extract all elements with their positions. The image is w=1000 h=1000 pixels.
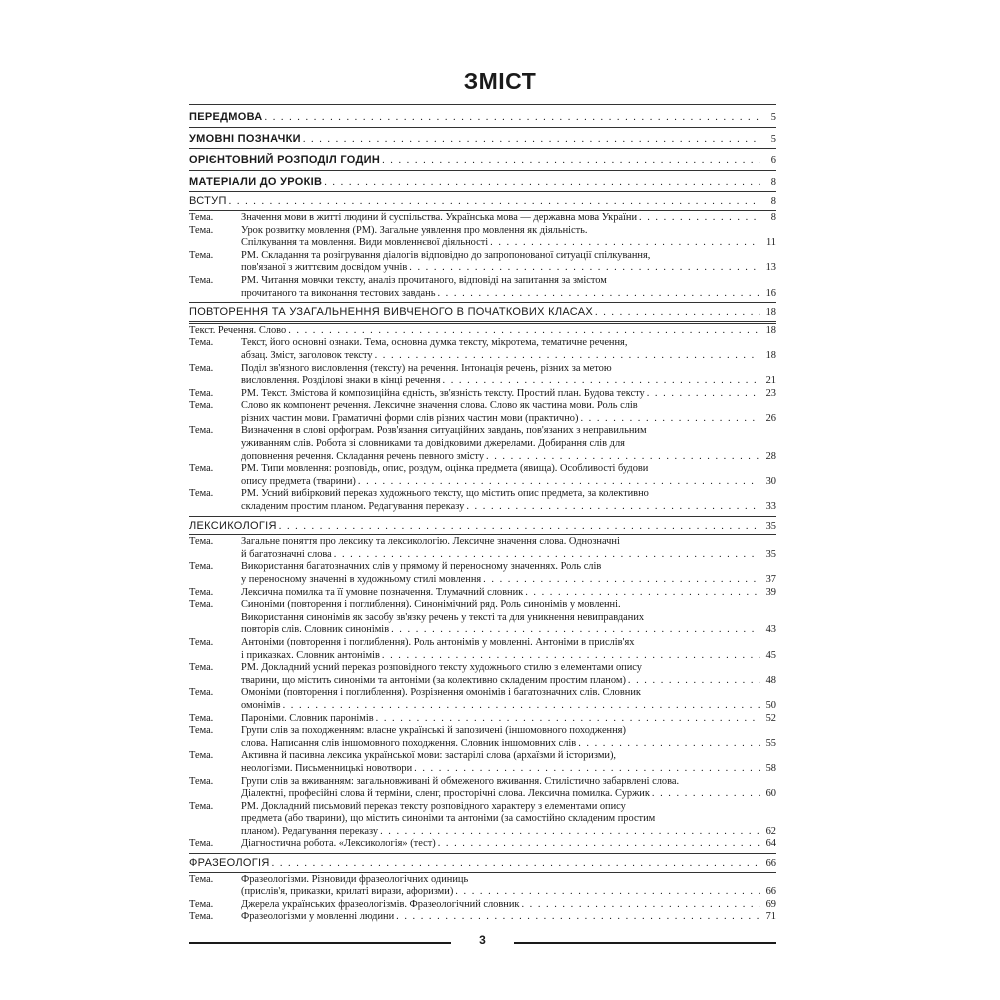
toc-line (189, 687, 776, 700)
toc-topic (189, 874, 776, 899)
toc-section (189, 170, 776, 190)
page-ref: 8 (770, 176, 776, 188)
topic-label: Тема. (189, 775, 214, 787)
toc-line (189, 212, 776, 225)
toc-topic (189, 750, 776, 775)
dot-leader (396, 911, 760, 924)
page-ref: 43 (765, 624, 776, 636)
page-ref: 35 (765, 520, 776, 532)
entry-text: опису предмета (тварини) (241, 475, 356, 487)
dot-leader (391, 624, 760, 637)
entry-text: МАТЕРІАЛИ ДО УРОКІВ (189, 175, 323, 188)
section-underline (189, 872, 776, 873)
entry-text: Активна й пасивна лексика української мови: застарілі слова (архаїзми й історизми), (241, 750, 617, 762)
toc-topic (189, 587, 776, 600)
toc-line (189, 561, 776, 574)
topic-label: Тема. (189, 586, 214, 598)
toc-line (189, 306, 776, 320)
dot-leader (303, 134, 760, 147)
entry-text: неологізми. Письменницькі новотвори (241, 762, 413, 774)
toc-line (189, 425, 776, 438)
toc-line (189, 624, 776, 637)
toc-line (189, 637, 776, 650)
entry-text: Використання синонімів як засобу зв'язку речень у тексті та для уникнення невиправданих (241, 611, 645, 623)
entry-text: ЛЕКСИКОЛОГІЯ (189, 519, 277, 532)
toc-topic (189, 713, 776, 726)
dot-leader (380, 826, 760, 839)
toc-line (189, 388, 776, 401)
page-ref: 69 (765, 898, 776, 910)
entry-text: Поділ зв'язного висловлення (тексту) на речення. Інтонація речень, різних за метою (241, 362, 612, 374)
dot-leader (455, 886, 760, 899)
dot-leader (466, 501, 760, 514)
topic-label: Тема. (189, 211, 214, 223)
topic-label: Тема. (189, 898, 214, 910)
topic-label: Тема. (189, 636, 214, 648)
dot-leader (334, 549, 760, 562)
section-underline (189, 534, 776, 535)
toc-topic (189, 488, 776, 513)
topic-label: Тема. (189, 662, 214, 674)
topic-label: Тема. (189, 463, 214, 475)
page-ref: 60 (765, 788, 776, 800)
toc-line (189, 451, 776, 464)
toc-topic (189, 400, 776, 425)
page-ref: 71 (765, 911, 776, 923)
toc-topic (189, 687, 776, 712)
toc-line (189, 520, 776, 534)
toc-topic (189, 536, 776, 561)
toc-line (189, 501, 776, 514)
page-ref: 35 (765, 548, 776, 560)
page-ref: 39 (765, 586, 776, 598)
topic-label: Тема. (189, 425, 214, 437)
page-ref: 58 (765, 762, 776, 774)
dot-leader (438, 838, 760, 851)
entry-text: УМОВНІ ПОЗНАЧКИ (189, 132, 301, 145)
entry-text: ОРІЄНТОВНИЙ РОЗПОДІЛ ГОДИН (189, 154, 381, 167)
toc-section (189, 191, 776, 209)
page-ref: 28 (765, 450, 776, 462)
toc-line (189, 826, 776, 839)
dot-leader (414, 763, 760, 776)
toc-line (189, 700, 776, 713)
topic-label: Тема. (189, 400, 214, 412)
toc-line (189, 857, 776, 871)
entry-text: Слово як компонент речення. Лексичне значення слова. Слово як частина мови. Роль слів (241, 400, 638, 412)
topic-label: Тема. (189, 337, 214, 349)
toc-line (189, 154, 776, 168)
entry-text: ПЕРЕДМОВА (189, 111, 263, 123)
toc-line (189, 488, 776, 501)
dot-leader (443, 375, 760, 388)
dot-leader (288, 325, 760, 338)
entry-text: пов'язаної з життєвим досвідом учнів (241, 262, 408, 274)
entry-text: уживанням слів. Робота зі словниками та довідковими джерелами. Добирання слів для (241, 438, 625, 450)
entry-text: Лексична помилка та її умовне позначення. Тлумачний словник (241, 586, 524, 598)
entry-text: Використання багатозначних слів у прямому й переносному значеннях. Роль слів (241, 561, 602, 573)
topic-label: Тема. (189, 687, 214, 699)
dot-leader (376, 713, 760, 726)
entry-text: повторів слів. Словник синонімів (241, 624, 390, 636)
dot-leader (409, 262, 760, 275)
toc-topic (189, 212, 776, 225)
dot-leader (639, 212, 760, 225)
page-ref: 48 (765, 674, 776, 686)
page-ref: 13 (765, 262, 776, 274)
toc-section (189, 853, 776, 871)
dot-leader (437, 288, 760, 301)
toc-line (189, 874, 776, 887)
topic-label: Тема. (189, 249, 214, 261)
toc-line (189, 599, 776, 612)
dot-leader (580, 413, 760, 426)
entry-text: тварини, що містить синоніми та антоніми (за колективно складеним простим планом) (241, 674, 626, 686)
page-ref: 37 (765, 574, 776, 585)
toc-line (189, 463, 776, 476)
toc-line (189, 549, 776, 562)
page-ref: 16 (765, 287, 776, 299)
section-underline (189, 321, 776, 322)
page-ref: 21 (765, 375, 776, 387)
toc-topic (189, 801, 776, 839)
toc-topic (189, 388, 776, 401)
page-ref: 11 (765, 237, 776, 249)
dot-leader (486, 451, 760, 464)
entry-text: Групи слів за вживанням: загальновживані й обмеженого вживання. Стилістично забарвлені слова. (241, 775, 680, 787)
entry-text: Визначення в слові орфограм. Розв'язання ситуаційних завдань, пов'язаних з неправильним (241, 425, 647, 437)
toc-topic (189, 561, 776, 586)
entry-text: РМ. Докладний письмовий переказ тексту розповідного характеру з елементами опису (241, 800, 626, 812)
dot-leader (283, 700, 760, 713)
page-ref: 8 (770, 196, 776, 208)
topic-label: Тема. (189, 911, 214, 923)
toc-line (189, 662, 776, 675)
dot-leader (595, 307, 760, 320)
toc-line (189, 750, 776, 763)
toc-section (189, 516, 776, 534)
toc-topic (189, 250, 776, 275)
dot-leader (628, 675, 760, 688)
entry-text: прочитаного та виконання тестових завдань (241, 287, 436, 299)
dot-leader (521, 899, 760, 912)
toc-line (189, 350, 776, 363)
toc-line (189, 899, 776, 912)
entry-text: РМ. Текст. Змістова й композиційна єдність, зв'язність тексту. Простий план. Будова тексту (241, 387, 645, 399)
toc-topic (189, 637, 776, 662)
entry-text: (прислів'я, приказки, крилаті вирази, афоризми) (241, 886, 454, 898)
page-ref: 26 (765, 412, 776, 424)
toc-topic (189, 225, 776, 250)
page-title: ЗМІСТ (463, 68, 537, 94)
dot-leader (652, 788, 760, 801)
toc-line (189, 536, 776, 549)
toc-section (189, 302, 776, 320)
page-ref: 5 (770, 133, 776, 145)
toc-line (189, 438, 776, 451)
toc-topic (189, 911, 776, 924)
entry-text: Синоніми (повторення і поглиблення). Синонімічний ряд. Роль синонімів у мовленні. (241, 599, 621, 611)
page-ref: 18 (765, 324, 776, 336)
topic-label: Тема. (189, 561, 214, 573)
toc-topic (189, 425, 776, 463)
page-ref: 66 (765, 886, 776, 898)
toc-line (189, 288, 776, 301)
entry-text: висловлення. Розділові знаки в кінці речення (241, 375, 441, 387)
entry-text: Фразеологізми у мовленні людини (241, 911, 395, 923)
toc-line (189, 776, 776, 789)
toc-line (189, 725, 776, 738)
toc-topic (189, 776, 776, 801)
toc-line (189, 250, 776, 263)
topic-label: Тема. (189, 725, 214, 737)
entry-text: абзац. Зміст, заголовок тексту (241, 349, 373, 361)
toc-line (189, 886, 776, 899)
topic-label: Тема. (189, 274, 214, 286)
footer-rule-right (514, 942, 776, 944)
entry-text: Діагностична робота. «Лексикологія» (тест) (241, 838, 436, 850)
entry-text: Омоніми (повторення і поглиблення). Розрізнення омонімів і багатозначних слів. Словник (241, 687, 641, 699)
toc-line (189, 400, 776, 413)
page-ref: 55 (765, 737, 776, 749)
page-ref: 18 (765, 349, 776, 361)
page-ref: 64 (765, 838, 776, 850)
toc-section (189, 148, 776, 168)
dot-leader (382, 155, 760, 168)
page-ref: 8 (770, 211, 776, 223)
entry-text: Діалектні, професійні слова й терміни, сленг, просторічні слова. Лексична помилка. Суржик (241, 788, 650, 800)
entry-text: Загальне поняття про лексику та лексикологію. Лексичне значення слова. Однозначні (241, 536, 620, 548)
entry-text: Пароніми. Словник паронімів (241, 712, 374, 724)
dot-leader (272, 858, 760, 871)
page-ref: 50 (765, 699, 776, 711)
toc-line (189, 195, 776, 209)
toc-topic (189, 599, 776, 637)
toc-topic (189, 725, 776, 750)
entry-text: омонімів (241, 699, 281, 711)
toc-line (189, 738, 776, 751)
entry-text: ВСТУП (189, 195, 227, 208)
topic-label: Тема. (189, 599, 214, 611)
entry-text: РМ. Типи мовлення: розповідь, опис, роздум, оцінка предмета (явища). Особливості будови (241, 463, 649, 475)
entry-text: у переносному значенні в художньому стилі мовлення (241, 574, 482, 585)
toc-line (189, 476, 776, 489)
topic-label: Тема. (189, 488, 214, 500)
entry-text: Спілкування та мовлення. Види мовленнєвої діяльності (241, 237, 489, 249)
toc-line (189, 325, 776, 338)
toc-subsection (189, 323, 776, 338)
dot-leader (483, 574, 760, 587)
toc-topic (189, 337, 776, 362)
entry-text: складеним простим планом. Редагування переказу (241, 501, 465, 513)
toc-topic (189, 463, 776, 488)
toc-section (189, 104, 776, 125)
page-ref: 18 (765, 307, 776, 319)
topic-label: Тема. (189, 362, 214, 374)
toc-line (189, 262, 776, 275)
toc-line (189, 587, 776, 600)
page-ref: 66 (765, 858, 776, 870)
toc-topic (189, 899, 776, 912)
page-ref: 45 (765, 649, 776, 661)
entry-text: ПОВТОРЕННЯ ТА УЗАГАЛЬНЕННЯ ВИВЧЕНОГО В ПОЧАТКОВИХ КЛАСАХ (189, 306, 594, 319)
dot-leader (358, 476, 760, 489)
dot-leader (229, 196, 760, 209)
toc-line (189, 375, 776, 388)
toc-topic (189, 363, 776, 388)
topic-label: Тема. (189, 873, 214, 885)
toc-section (189, 127, 776, 147)
entry-text: Текст. Речення. Слово (189, 324, 287, 336)
toc-line (189, 788, 776, 801)
page-ref: 5 (770, 112, 776, 123)
toc-line (189, 337, 776, 350)
toc-line (189, 813, 776, 826)
entry-text: доповнення речення. Складання речень певного змісту (241, 450, 485, 462)
toc-line (189, 574, 776, 587)
entry-text: різних частин мови. Граматичні форми слів різних частин мови (практично) (241, 412, 579, 424)
entry-text: Текст, його основні ознаки. Тема, основна думка тексту, мікротема, тематичне речення, (241, 337, 628, 349)
page-ref: 23 (765, 387, 776, 399)
entry-text: РМ. Докладний усний переказ розповідного тексту художнього стилю з елементами опису (241, 662, 642, 674)
entry-text: Фразеологізми. Різновиди фразеологічних одиниць (241, 873, 469, 885)
page-ref: 52 (765, 712, 776, 724)
page-ref: 30 (765, 475, 776, 487)
entry-text: предмета (або тварини), що містить синоніми та антоніми (за самостійно складеним простим (241, 813, 656, 825)
page-number: 3 (479, 933, 486, 947)
entry-text: Групи слів за походженням: власне українські й запозичені (іншомовного походження) (241, 725, 626, 737)
entry-text: Значення мови в житті людини й суспільства. Українська мова — державна мова України (241, 211, 638, 223)
toc-line (189, 225, 776, 238)
toc-line (189, 275, 776, 288)
toc-line (189, 911, 776, 924)
table-of-contents (189, 104, 776, 924)
toc-line (189, 363, 776, 376)
toc-line (189, 176, 776, 190)
topic-label: Тема. (189, 536, 214, 548)
entry-text: РМ. Складання та розігрування діалогів відповідно до запропонованої ситуації спілкування, (241, 249, 651, 261)
entry-text: Антоніми (повторення і поглиблення). Роль антонімів у мовленні. Антоніми в прислів'ях (241, 636, 635, 648)
page-ref: 6 (770, 155, 776, 167)
toc-line (189, 675, 776, 688)
dot-leader (647, 388, 760, 401)
entry-text: й багатозначні слова (241, 548, 332, 560)
entry-text: і приказках. Словник антонімів (241, 649, 380, 661)
toc-line (189, 801, 776, 814)
entry-text: ФРАЗЕОЛОГІЯ (189, 857, 270, 870)
topic-label: Тема. (189, 712, 214, 724)
toc-line (189, 612, 776, 625)
page-footer (189, 933, 776, 953)
toc-topic (189, 662, 776, 687)
dot-leader (324, 177, 760, 190)
dot-leader (279, 521, 760, 534)
dot-leader (490, 237, 760, 250)
section-underline (189, 210, 776, 211)
dot-leader (382, 650, 760, 663)
topic-label: Тема. (189, 750, 214, 762)
entry-text: Джерела українських фразеологізмів. Фразеологічний словник (241, 898, 520, 910)
dot-leader (525, 587, 760, 600)
toc-line (189, 111, 776, 125)
topic-label: Тема. (189, 387, 214, 399)
toc-line (189, 838, 776, 851)
page-ref: 33 (765, 501, 776, 513)
toc-topic (189, 838, 776, 851)
entry-text: РМ. Читання мовчки тексту, аналіз прочитаного, відповіді на запитання за змістом (241, 274, 607, 286)
entry-text: Урок розвитку мовлення (РМ). Загальне уявлення про мовлення як діяльність. (241, 224, 588, 236)
toc-line (189, 650, 776, 663)
topic-label: Тема. (189, 838, 214, 850)
page-ref: 62 (765, 825, 776, 837)
toc-line (189, 413, 776, 426)
dot-leader (375, 350, 760, 363)
dot-leader (265, 112, 760, 125)
toc-line (189, 763, 776, 776)
entry-text: слова. Написання слів іншомовного походження. Словник іншомовних слів (241, 737, 577, 749)
toc-line (189, 237, 776, 250)
toc-topic (189, 275, 776, 300)
toc-line (189, 713, 776, 726)
entry-text: планом). Редагування переказу (241, 825, 379, 837)
toc-line (189, 133, 776, 147)
topic-label: Тема. (189, 800, 214, 812)
dot-leader (578, 738, 760, 751)
topic-label: Тема. (189, 224, 214, 236)
entry-text: РМ. Усний вибірковий переказ художнього тексту, що містить опис предмета, за колективно (241, 488, 649, 500)
